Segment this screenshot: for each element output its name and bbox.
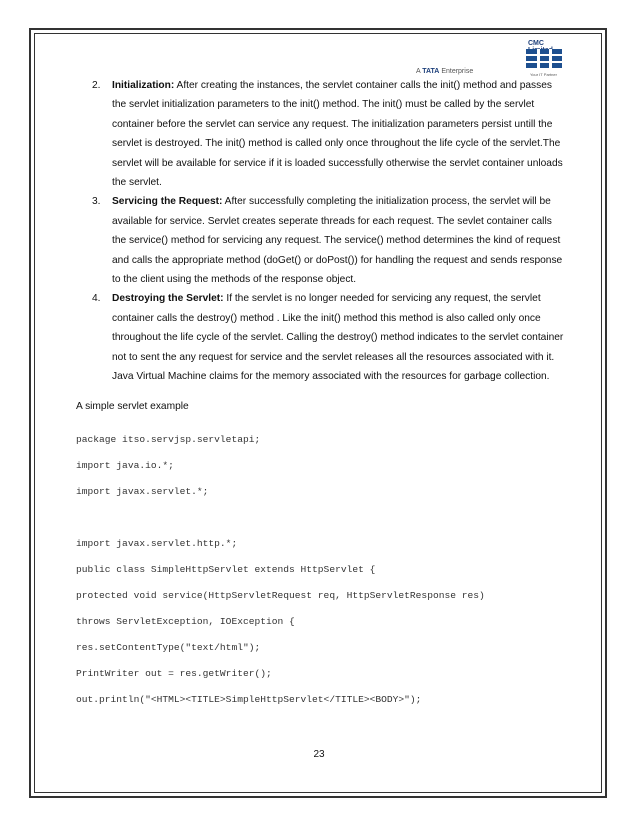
code-blank-line xyxy=(76,505,566,531)
list-item-number: 3. xyxy=(92,196,101,208)
list-item-text: After creating the instances, the servlet container calls the init() method and passes the servlet initialization parameters to the init() method. The init() must be called by the servlet container before the servlet can service any request. The initialization parameters persist untill the servlet is destroyed. The init() method is called only once throughout the life cycle of the servlet.The servlet will be available for service if it is loaded successfully otherwise the servlet container unloads the servlet. xyxy=(112,80,563,189)
section-title: A simple servlet example xyxy=(76,400,189,412)
list-item xyxy=(76,289,566,386)
code-line: out.println("<HTML><TITLE>SimpleHttpServlet</TITLE><BODY>"); xyxy=(76,693,422,705)
list-item xyxy=(76,192,566,289)
code-line: protected void service(HttpServletRequest req, HttpServletResponse res) xyxy=(76,589,485,601)
logo-company-name: CMC xyxy=(528,40,544,47)
code-line: public class SimpleHttpServlet extends HttpServlet { xyxy=(76,563,376,575)
code-line: import javax.servlet.*; xyxy=(76,485,209,497)
list-item-text: If the servlet is no longer needed for servicing any request, the servlet container calls the destroy() method . Like the init() method this method is also called only once throughout the life cycle of the servlet. Calling the destroy() method indicates to the servlet container not to sent the any request for service and the servlet releases all the resources associated with it. Java Virtual Machine claims for the memory associated with the resources for garbage collection. xyxy=(112,293,564,383)
page-number: 23 xyxy=(313,749,325,760)
logo-enterprise-brand: TATA xyxy=(422,68,440,75)
code-line: package itso.servjsp.servletapi; xyxy=(76,433,261,445)
list-item-title: Servicing the Request: xyxy=(112,196,223,208)
list-item xyxy=(76,76,566,192)
page-content xyxy=(76,76,566,713)
list-item-number: 2. xyxy=(92,80,101,91)
logo-enterprise xyxy=(416,68,473,75)
code-line: import java.io.*; xyxy=(76,459,174,471)
logo-enterprise-prefix: A xyxy=(416,68,421,75)
list-item-text: After successfully completing the initialization process, the servlet will be available for service. Servlet creates seperate threads for each request. The sevlet container calls the service() method for servicing any request. The service() method determines the kind of request and calls the appropriate method (doGet() or doPost()) for handling the request and sends response to the client using the methods of the response object. xyxy=(112,196,563,286)
code-line: PrintWriter out = res.getWriter(); xyxy=(76,667,272,679)
list-item-title: Initialization: xyxy=(112,80,175,91)
lifecycle-steps-list xyxy=(76,76,566,387)
code-line: import javax.servlet.http.*; xyxy=(76,537,238,549)
logo-enterprise-suffix: Enterprise xyxy=(441,68,474,75)
code-line: res.setContentType("text/html"); xyxy=(76,641,261,653)
code-block xyxy=(76,427,566,713)
code-line: throws ServletException, IOException { xyxy=(76,615,295,627)
list-item-title: Destroying the Servlet: xyxy=(112,293,224,305)
logo-tagline: Your IT Partner xyxy=(530,72,557,77)
list-item-number: 4. xyxy=(92,293,101,305)
logo-bars-icon xyxy=(526,49,562,69)
